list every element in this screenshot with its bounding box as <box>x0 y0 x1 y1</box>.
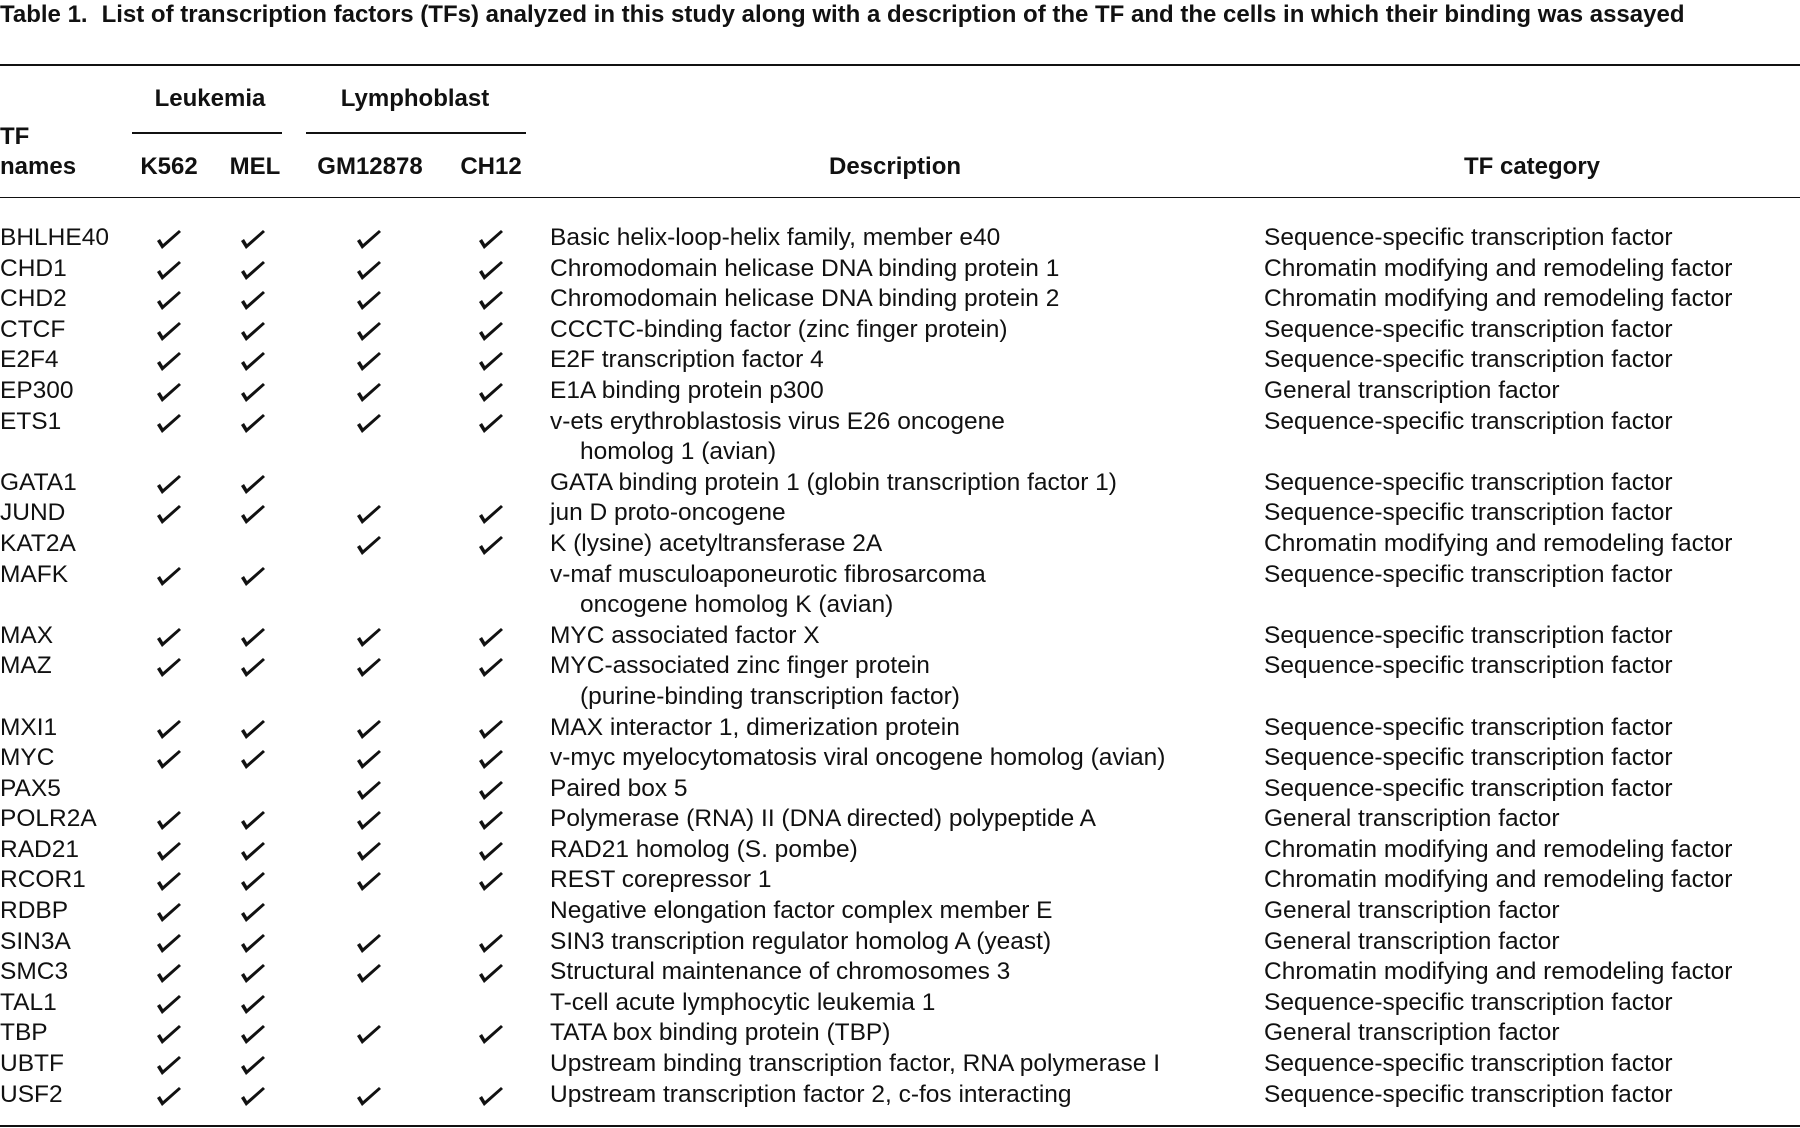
tf-category: Chromatin modifying and remodeling factor <box>1264 254 1733 282</box>
caption-text: List of transcription factors (TFs) analyzed in this study along with a description of the TF and the cells in which their binding was assayed <box>101 1 1685 28</box>
check-icon <box>356 534 382 556</box>
check-icon <box>156 473 182 495</box>
description-line: jun D proto-oncogene <box>550 499 786 527</box>
check-icon <box>156 626 182 648</box>
tf-category: Chromatin modifying and remodeling factor <box>1264 285 1733 313</box>
tf-category: General transcription factor <box>1264 927 1560 955</box>
header-rule <box>0 197 1800 198</box>
check-icon <box>156 228 182 250</box>
description-line: RAD21 homolog (S. pombe) <box>550 835 858 863</box>
tf-description <box>550 1049 1160 1080</box>
table-row <box>0 407 1800 468</box>
check-icon <box>156 809 182 831</box>
tf-description <box>550 498 786 529</box>
description-line: Negative elongation factor complex member E <box>550 897 1053 925</box>
description-line: TATA box binding protein (TBP) <box>550 1019 891 1047</box>
table-row <box>0 927 1800 958</box>
check-icon <box>356 412 382 434</box>
check-icon <box>356 779 382 801</box>
tf-description <box>550 223 1000 254</box>
check-icon <box>356 1023 382 1045</box>
check-icon <box>356 228 382 250</box>
check-icon <box>156 993 182 1015</box>
check-icon <box>240 228 266 250</box>
tf-name: EP300 <box>0 376 74 404</box>
check-icon <box>478 932 504 954</box>
tf-description <box>550 957 1010 988</box>
check-icon <box>356 289 382 311</box>
check-icon <box>240 1085 266 1107</box>
tf-category: General transcription factor <box>1264 1019 1560 1047</box>
description-line: Upstream binding transcription factor, RNA polymerase I <box>550 1050 1161 1078</box>
check-icon <box>478 962 504 984</box>
check-icon <box>240 350 266 372</box>
tf-category: Sequence-specific transcription factor <box>1264 774 1673 802</box>
group-header-leukemia: Leukemia <box>154 85 266 112</box>
description-line: Structural maintenance of chromosomes 3 <box>550 958 1011 986</box>
description-line: Chromodomain helicase DNA binding protein 1 <box>550 254 1060 282</box>
col-header-tf: TF <box>0 123 30 150</box>
tf-category: Sequence-specific transcription factor <box>1264 744 1673 772</box>
check-icon <box>156 565 182 587</box>
check-icon <box>156 289 182 311</box>
tf-description <box>550 743 1165 774</box>
tf-category: Sequence-specific transcription factor <box>1264 988 1673 1016</box>
description-line: MYC associated factor X <box>550 621 820 649</box>
check-icon <box>478 503 504 525</box>
description-line: K (lysine) acetyltransferase 2A <box>550 529 883 557</box>
check-icon <box>156 320 182 342</box>
tf-description <box>550 407 1005 468</box>
tf-name: GATA1 <box>0 468 77 496</box>
tf-category: Chromatin modifying and remodeling factor <box>1264 958 1733 986</box>
col-header-category: TF category <box>1463 153 1601 180</box>
tf-name: RDBP <box>0 897 69 925</box>
table-row <box>0 223 1800 254</box>
col-header-gm12878: GM12878 <box>317 153 423 180</box>
tf-description <box>550 651 960 712</box>
check-icon <box>156 748 182 770</box>
tf-description <box>550 835 858 866</box>
check-icon <box>240 412 266 434</box>
check-icon <box>478 289 504 311</box>
tf-category: General transcription factor <box>1264 376 1560 404</box>
tf-description <box>550 284 1059 315</box>
tf-category: Sequence-specific transcription factor <box>1264 407 1673 435</box>
check-icon <box>240 901 266 923</box>
tf-description <box>550 529 882 560</box>
table-row <box>0 865 1800 896</box>
check-icon <box>240 1023 266 1045</box>
description-line: T-cell acute lymphocytic leukemia 1 <box>550 988 936 1016</box>
table-row <box>0 529 1800 560</box>
tf-name: E2F4 <box>0 346 59 374</box>
check-icon <box>478 412 504 434</box>
table-row <box>0 315 1800 346</box>
table-row <box>0 835 1800 866</box>
check-icon <box>478 1085 504 1107</box>
tf-description <box>550 804 1096 835</box>
check-icon <box>156 1054 182 1076</box>
tf-name: TBP <box>0 1019 48 1047</box>
group-rule-leukemia <box>132 132 282 134</box>
col-header-ch12: CH12 <box>460 153 522 180</box>
check-icon <box>356 718 382 740</box>
tf-name: KAT2A <box>0 529 76 557</box>
table-row <box>0 743 1800 774</box>
check-icon <box>240 809 266 831</box>
tf-name: PAX5 <box>0 774 61 802</box>
tf-description <box>550 1018 890 1049</box>
table-row <box>0 804 1800 835</box>
tf-category: Sequence-specific transcription factor <box>1264 1080 1673 1108</box>
check-icon <box>156 381 182 403</box>
table-row <box>0 468 1800 499</box>
group-rule-lymphoblast <box>306 132 526 134</box>
check-icon <box>156 718 182 740</box>
description-line: (purine-binding transcription factor) <box>580 682 960 710</box>
col-header-names: names <box>0 153 77 180</box>
description-line: v-maf musculoaponeurotic fibrosarcoma <box>550 560 986 588</box>
check-icon <box>156 962 182 984</box>
check-icon <box>478 350 504 372</box>
tf-name: UBTF <box>0 1050 64 1078</box>
group-header-lymphoblast: Lymphoblast <box>340 85 490 112</box>
check-icon <box>156 350 182 372</box>
check-icon <box>356 259 382 281</box>
check-icon <box>156 412 182 434</box>
description-line: Chromodomain helicase DNA binding protein 2 <box>550 285 1060 313</box>
tf-category: Sequence-specific transcription factor <box>1264 1050 1673 1078</box>
check-icon <box>240 473 266 495</box>
check-icon <box>156 932 182 954</box>
description-line: MAX interactor 1, dimerization protein <box>550 713 960 741</box>
check-icon <box>240 870 266 892</box>
check-icon <box>240 718 266 740</box>
check-icon <box>240 626 266 648</box>
tf-name: RCOR1 <box>0 866 86 894</box>
description-line: Basic helix-loop-helix family, member e40 <box>550 224 1001 251</box>
tf-name: CTCF <box>0 315 66 343</box>
check-icon <box>240 259 266 281</box>
table-row <box>0 651 1800 712</box>
tf-name: SIN3A <box>0 927 71 955</box>
tf-category: Chromatin modifying and remodeling factor <box>1264 835 1733 863</box>
check-icon <box>356 626 382 648</box>
check-icon <box>478 259 504 281</box>
tf-name: RAD21 <box>0 835 79 863</box>
tf-description <box>550 865 772 896</box>
description-line: E2F transcription factor 4 <box>550 346 824 374</box>
check-icon <box>156 503 182 525</box>
description-line: REST corepressor 1 <box>550 866 772 894</box>
caption-label: Table 1. <box>0 1 88 28</box>
tf-category: General transcription factor <box>1264 897 1560 925</box>
description-line: Polymerase (RNA) II (DNA directed) polypeptide A <box>550 805 1097 833</box>
tf-category: General transcription factor <box>1264 805 1560 833</box>
check-icon <box>356 381 382 403</box>
check-icon <box>240 962 266 984</box>
tf-description <box>550 345 824 376</box>
tf-description <box>550 468 1117 499</box>
col-header-description: Description <box>828 153 962 180</box>
check-icon <box>156 1023 182 1045</box>
table-row <box>0 254 1800 285</box>
table-row <box>0 713 1800 744</box>
description-line: v-ets erythroblastosis virus E26 oncogene <box>550 407 1005 435</box>
tf-description <box>550 254 1059 285</box>
check-icon <box>356 503 382 525</box>
description-line: SIN3 transcription regulator homolog A (yeast) <box>550 927 1052 955</box>
tf-name: BHLHE40 <box>0 224 109 251</box>
tf-name: MYC <box>0 744 55 772</box>
check-icon <box>356 320 382 342</box>
table-row <box>0 957 1800 988</box>
check-icon <box>156 901 182 923</box>
check-icon <box>478 748 504 770</box>
check-icon <box>478 779 504 801</box>
tf-category: Sequence-specific transcription factor <box>1264 560 1673 588</box>
description-line: GATA binding protein 1 (globin transcription factor 1) <box>550 468 1117 496</box>
tf-category: Sequence-specific transcription factor <box>1264 224 1673 251</box>
check-icon <box>240 1054 266 1076</box>
check-icon <box>478 626 504 648</box>
check-icon <box>240 503 266 525</box>
tf-name: CHD2 <box>0 285 67 313</box>
description-line: MYC-associated zinc finger protein <box>550 652 930 680</box>
check-icon <box>478 381 504 403</box>
col-header-mel: MEL <box>229 153 281 180</box>
tf-description <box>550 774 688 805</box>
description-line: Paired box 5 <box>550 774 688 802</box>
table-row <box>0 1080 1800 1111</box>
tf-name: MAZ <box>0 652 52 680</box>
check-icon <box>356 1085 382 1107</box>
check-icon <box>478 870 504 892</box>
check-icon <box>356 870 382 892</box>
tf-category: Chromatin modifying and remodeling factor <box>1264 529 1733 557</box>
table-row <box>0 376 1800 407</box>
check-icon <box>240 840 266 862</box>
check-icon <box>156 1085 182 1107</box>
table-row <box>0 1018 1800 1049</box>
description-line: oncogene homolog K (avian) <box>580 591 894 619</box>
table-row <box>0 345 1800 376</box>
check-icon <box>356 962 382 984</box>
table-row <box>0 896 1800 927</box>
tf-description <box>550 1080 1072 1111</box>
check-icon <box>478 840 504 862</box>
tf-name: TAL1 <box>0 988 57 1016</box>
check-icon <box>156 870 182 892</box>
check-icon <box>356 932 382 954</box>
check-icon <box>240 565 266 587</box>
tf-category: Sequence-specific transcription factor <box>1264 315 1673 343</box>
col-header-k562: K562 <box>140 153 198 180</box>
tf-category: Sequence-specific transcription factor <box>1264 621 1673 649</box>
table-row <box>0 988 1800 1019</box>
check-icon <box>356 840 382 862</box>
table-row <box>0 621 1800 652</box>
check-icon <box>356 350 382 372</box>
check-icon <box>240 932 266 954</box>
check-icon <box>240 381 266 403</box>
check-icon <box>478 718 504 740</box>
table-row <box>0 1049 1800 1080</box>
tf-name: MXI1 <box>0 713 58 741</box>
tf-description <box>550 560 986 621</box>
tf-description <box>550 988 935 1019</box>
check-icon <box>240 748 266 770</box>
top-rule <box>0 64 1800 66</box>
tf-description <box>550 376 824 407</box>
description-line: v-myc myelocytomatosis viral oncogene homolog (avian) <box>550 744 1166 772</box>
tf-category: Sequence-specific transcription factor <box>1264 713 1673 741</box>
check-icon <box>240 320 266 342</box>
description-line: CCCTC-binding factor (zinc finger protein) <box>550 315 1008 343</box>
check-icon <box>478 809 504 831</box>
check-icon <box>356 656 382 678</box>
check-icon <box>478 656 504 678</box>
tf-category: Sequence-specific transcription factor <box>1264 468 1673 496</box>
tf-name: MAX <box>0 621 54 649</box>
description-line: Upstream transcription factor 2, c-fos interacting <box>550 1080 1072 1108</box>
description-line: E1A binding protein p300 <box>550 376 824 404</box>
bottom-rule <box>0 1125 1800 1127</box>
tf-name: MAFK <box>0 560 69 588</box>
check-icon <box>356 809 382 831</box>
tf-name: JUND <box>0 499 66 527</box>
tf-name: ETS1 <box>0 407 62 435</box>
check-icon <box>356 748 382 770</box>
table-row <box>0 774 1800 805</box>
tf-name: SMC3 <box>0 958 69 986</box>
check-icon <box>240 656 266 678</box>
tf-description <box>550 713 960 744</box>
tf-name: CHD1 <box>0 254 67 282</box>
check-icon <box>240 993 266 1015</box>
tf-category: Sequence-specific transcription factor <box>1264 652 1673 680</box>
table-row <box>0 284 1800 315</box>
tf-description <box>550 896 1053 927</box>
tf-name: USF2 <box>0 1080 63 1108</box>
tf-description <box>550 927 1051 958</box>
table-body <box>0 223 1800 1110</box>
table-row <box>0 498 1800 529</box>
tf-category: Chromatin modifying and remodeling factor <box>1264 866 1733 894</box>
check-icon <box>156 656 182 678</box>
check-icon <box>240 289 266 311</box>
tf-category: Sequence-specific transcription factor <box>1264 346 1673 374</box>
check-icon <box>478 228 504 250</box>
tf-description <box>550 315 1008 346</box>
check-icon <box>156 259 182 281</box>
check-icon <box>478 1023 504 1045</box>
description-line: homolog 1 (avian) <box>580 438 777 466</box>
table-caption <box>0 0 1780 30</box>
check-icon <box>478 534 504 556</box>
tf-name: POLR2A <box>0 805 97 833</box>
check-icon <box>478 320 504 342</box>
check-icon <box>156 840 182 862</box>
tf-description <box>550 621 820 652</box>
tf-category: Sequence-specific transcription factor <box>1264 499 1673 527</box>
table-row <box>0 560 1800 621</box>
